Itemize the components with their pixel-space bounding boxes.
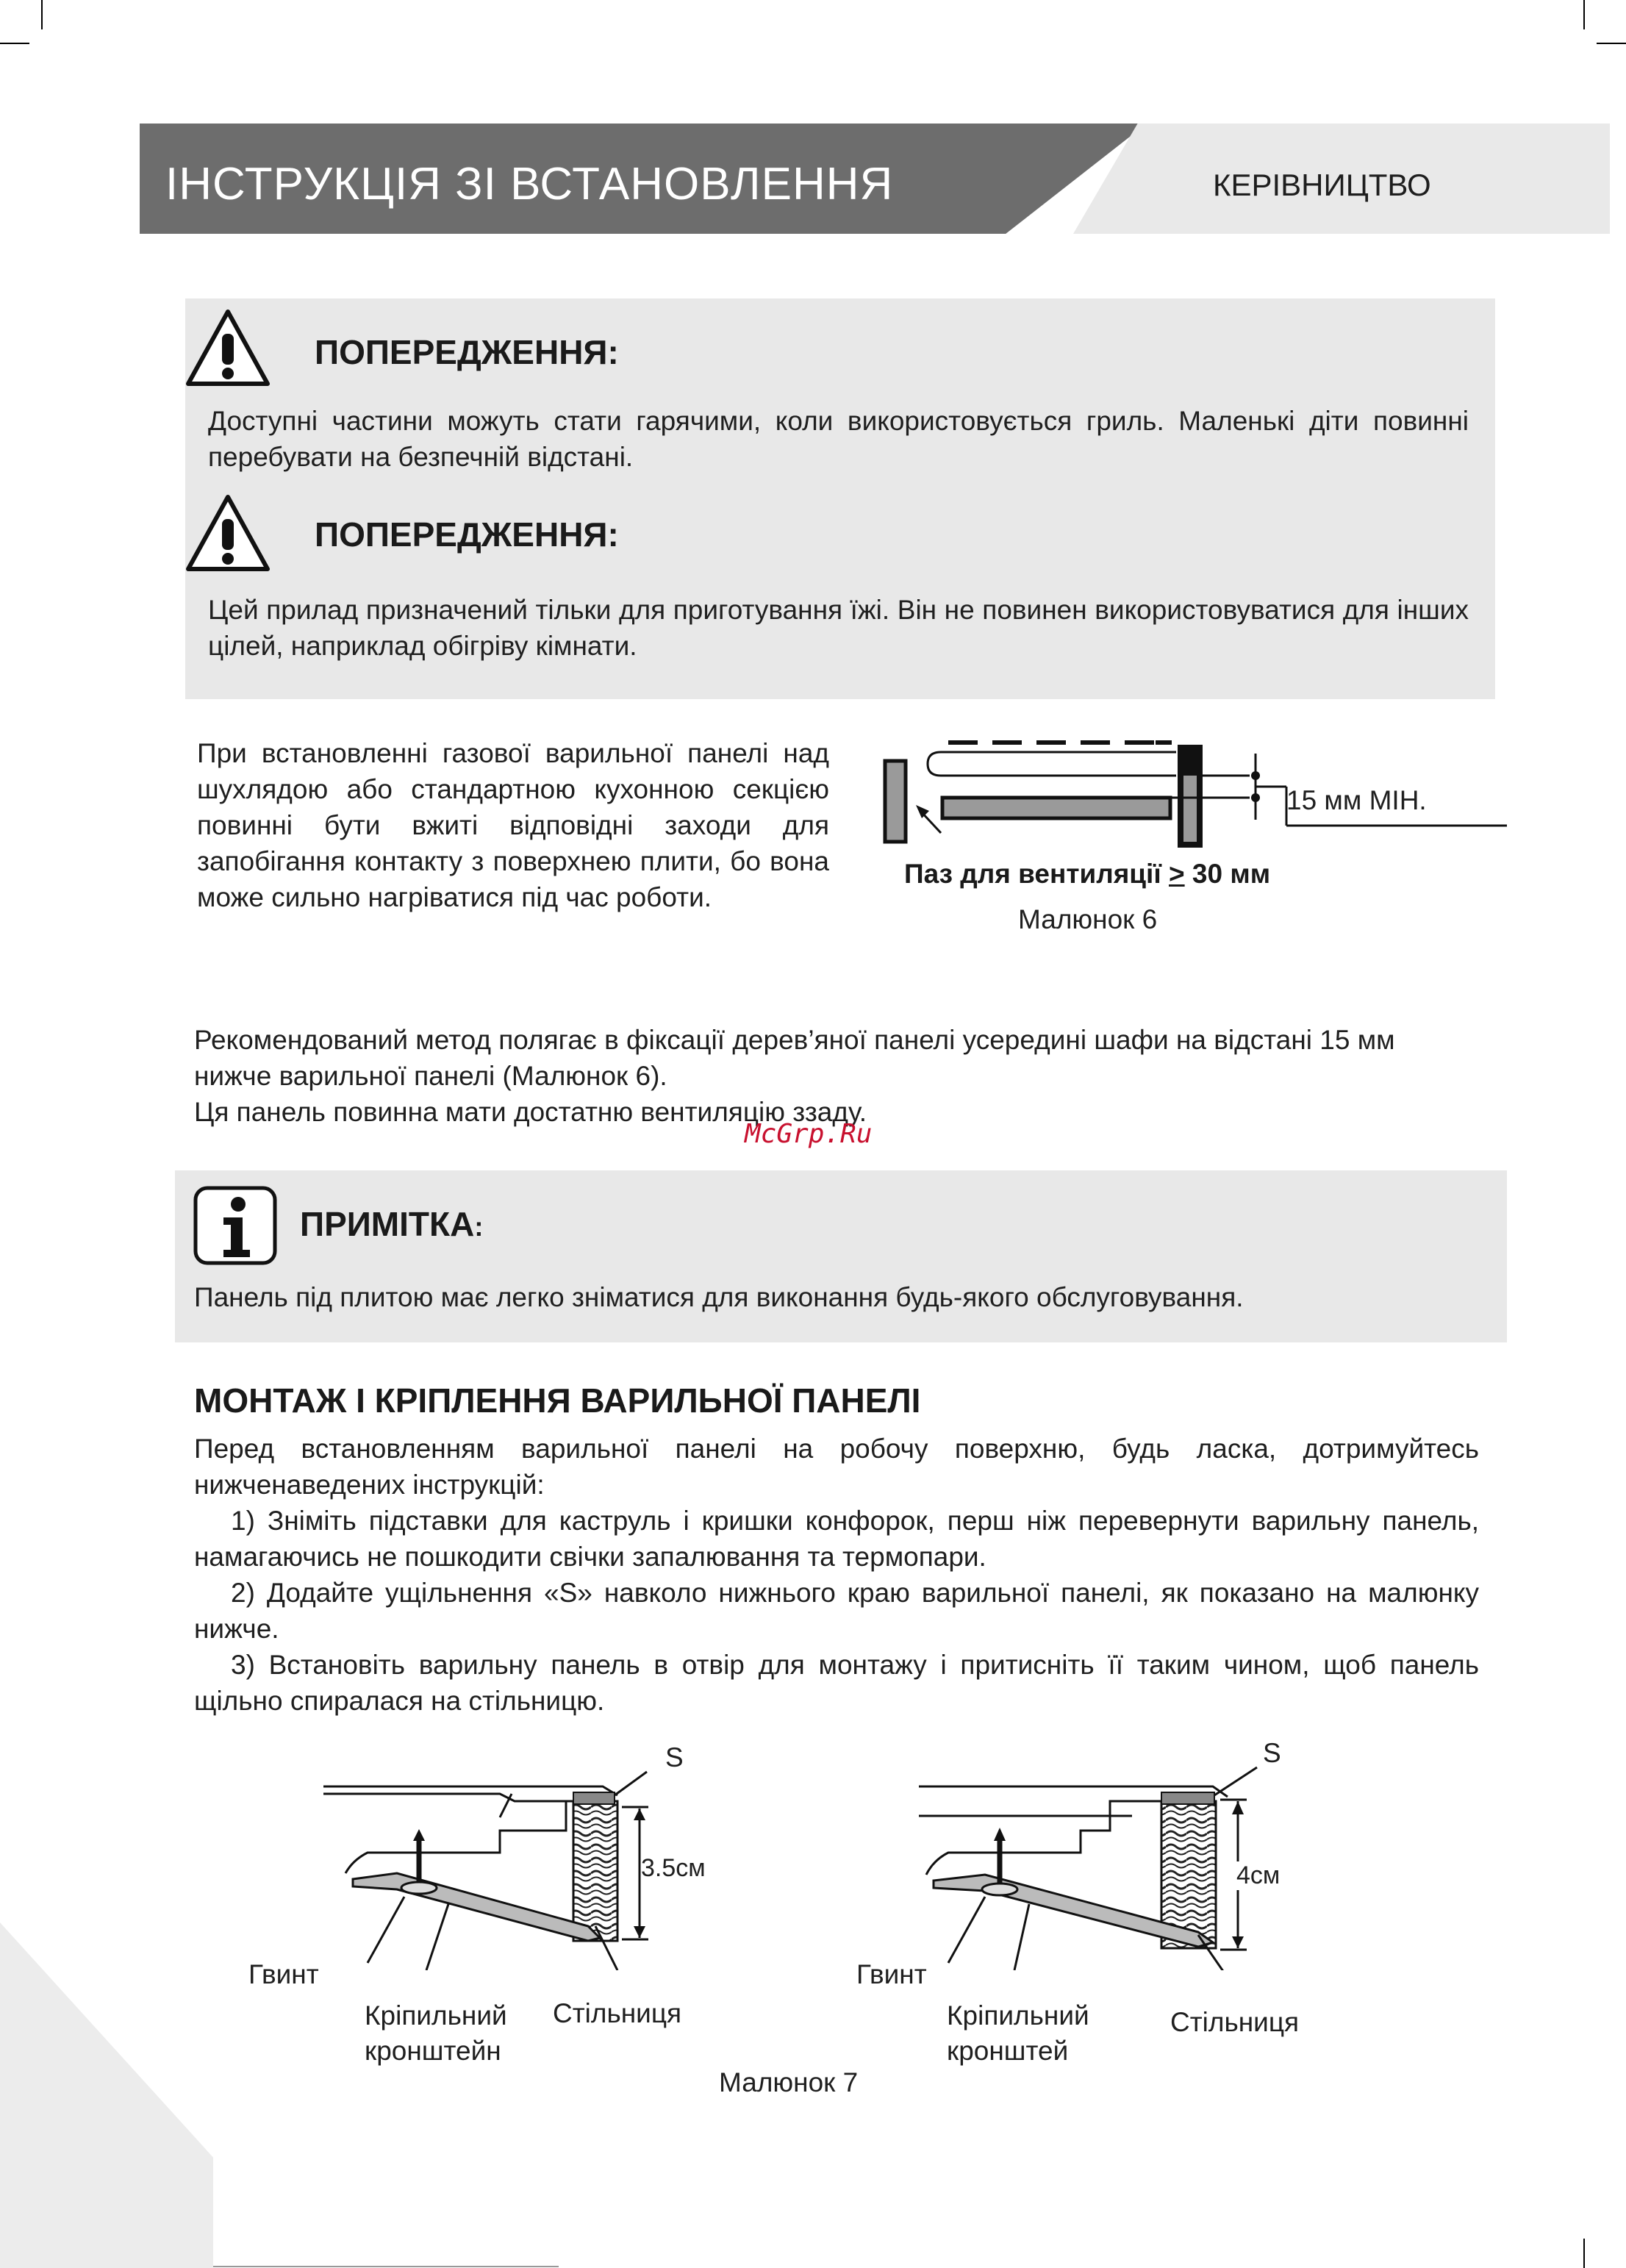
mounting-step: 1) Зніміть підставки для каструль і кришки конфорок, перш ніж перевернути варильну панель, намагаючись не пошкодити свічки запалювання та термопари. — [194, 1506, 1479, 1572]
vent-label-suffix: 30 мм — [1184, 859, 1271, 889]
warning-text: Доступні частини можуть стати гарячими, коли використовується гриль. Маленькі діти повинні перебувати на безпечній відстані. — [208, 406, 1469, 472]
worktop-label: Стільниця — [553, 1998, 682, 2028]
warning-title: ПОПЕРЕДЖЕННЯ: — [315, 515, 619, 554]
figure-6-dimension-label: 15 мм МІН. — [1286, 785, 1427, 815]
note-title — [300, 1204, 483, 1244]
note-colon: : — [474, 1212, 484, 1242]
bracket-label — [365, 1998, 507, 2069]
seal-label: S — [1263, 1738, 1281, 1768]
warning-title: ПОПЕРЕДЖЕННЯ: — [315, 333, 619, 371]
bracket-label-line: Кріпильний — [365, 2000, 507, 2031]
mounting-step: 2) Додайте ущільнення «S» навколо нижнього краю варильної панелі, як показано на малюнку нижче. — [194, 1578, 1479, 1644]
page-title: ІНСТРУКЦІЯ ЗІ ВСТАНОВЛЕННЯ — [165, 159, 894, 210]
mounting-heading: МОНТАЖ І КРІПЛЕННЯ ВАРИЛЬНОЇ ПАНЕЛІ — [194, 1381, 921, 1420]
dimension-label: 3.5см — [641, 1854, 706, 1882]
figure-7-right-diagram — [919, 1750, 1330, 1970]
bracket-label-line: кронштейн — [365, 2036, 501, 2066]
watermark: McGrp.Ru — [745, 1119, 873, 1149]
recommend-line: нижче варильної панелі (Малюнок 6). — [194, 1061, 667, 1091]
warning-icon — [184, 493, 272, 573]
mounting-instructions — [194, 1431, 1479, 1719]
note-text: Панель під плитою має легко зніматися для виконання будь-якого обслуговування. — [194, 1282, 1244, 1312]
note-title-text: ПРИМІТКА — [300, 1205, 475, 1243]
figure-6-caption: Малюнок 6 — [1018, 904, 1158, 934]
recommend-line: Рекомендований метод полягає в фіксації дерев’яної панелі усередині шафи на відстані 15 мм — [194, 1025, 1395, 1055]
crop-mark — [0, 43, 29, 44]
bracket-label-line: Кріпильний — [947, 2000, 1089, 2031]
corner-decoration — [0, 1922, 213, 2268]
bracket-label — [947, 1998, 1089, 2069]
note-box — [175, 1170, 1507, 1342]
worktop-label: Стільниця — [1170, 2007, 1300, 2037]
figure-7-caption: Малюнок 7 — [719, 2067, 859, 2097]
screw-label: Гвинт — [248, 1959, 319, 1989]
crop-mark — [1583, 0, 1585, 29]
section-label: КЕРІВНИЦТВО — [1213, 168, 1431, 202]
recommend-line: Ця панель повинна мати достатню вентиляцію ззаду. — [194, 1097, 867, 1127]
vent-greater-symbol: > — [1169, 859, 1185, 889]
seal-label: S — [665, 1742, 684, 1772]
info-icon — [193, 1185, 278, 1266]
bracket-label-line: кронштей — [947, 2036, 1069, 2066]
mounting-step: 3) Встановіть варильну панель в отвір для монтажу і притисніть її таким чином, щоб панель щільно спиралася на стільницю. — [194, 1650, 1479, 1716]
warning-text: Цей прилад призначений тільки для приготування їжі. Він не повинен використовуватися для інших цілей, наприклад обігріву кімнати. — [208, 595, 1469, 661]
warning-icon — [184, 307, 272, 388]
recommend-paragraph — [194, 1022, 1503, 1130]
mounting-intro: Перед встановленням варильної панелі на робочу поверхню, будь ласка, дотримуйтесь нижченаведених інструкцій: — [194, 1434, 1479, 1500]
crop-mark — [1583, 2239, 1585, 2268]
install-paragraph: При встановленні газової варильної панелі над шухлядою або стандартною кухонною секцією повинні бути вжиті відповідні заходи для запобігання контакту з поверхнею плити, бо вона може сильно нагріватися під час роботи. — [197, 738, 829, 912]
vent-label-prefix: Паз для вентиляції — [904, 859, 1170, 889]
screw-label: Гвинт — [856, 1959, 927, 1989]
crop-mark — [41, 0, 43, 29]
crop-mark — [1597, 43, 1626, 44]
figure-6-vent-label — [904, 859, 1270, 890]
dimension-label: 4см — [1236, 1861, 1281, 1889]
